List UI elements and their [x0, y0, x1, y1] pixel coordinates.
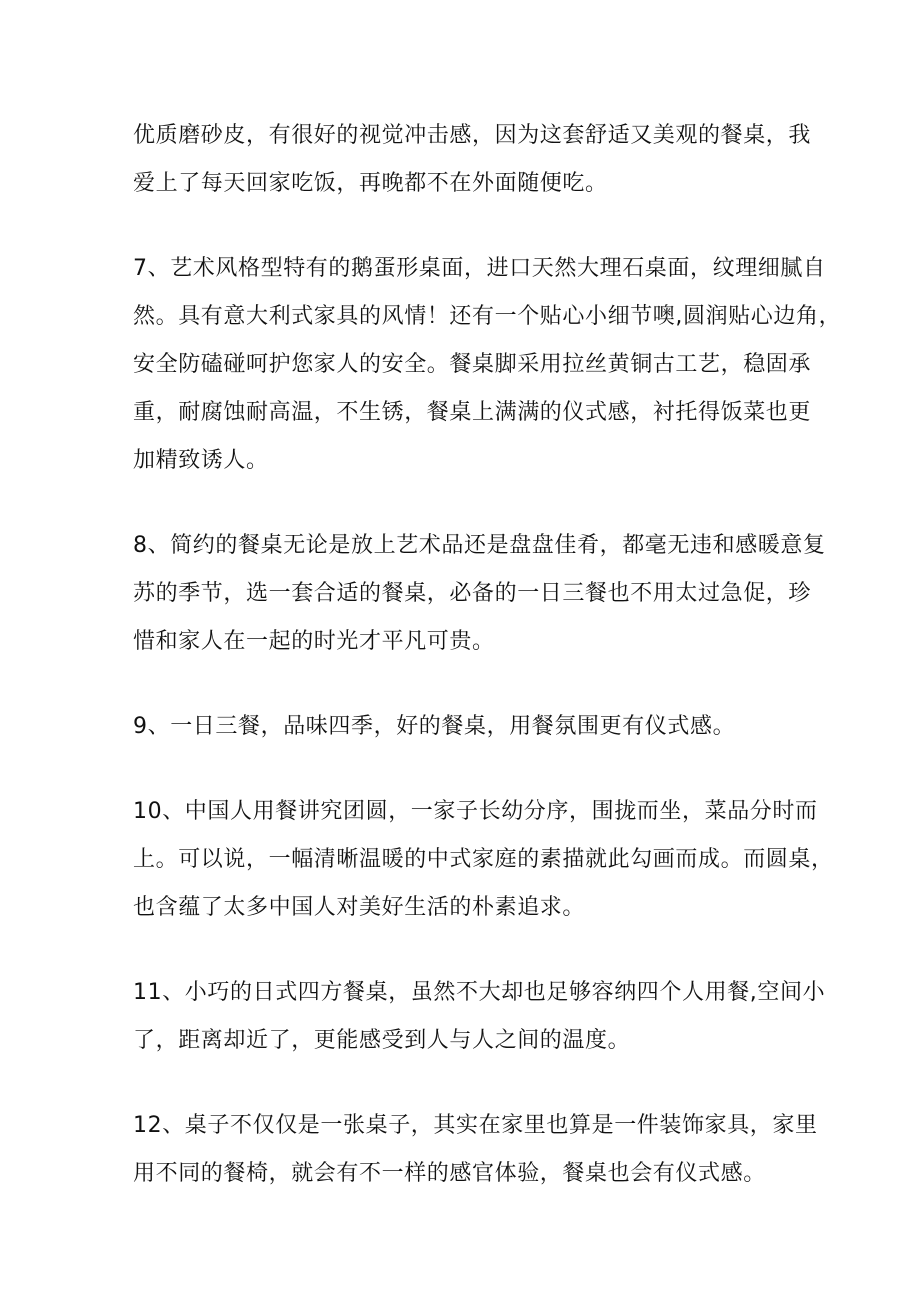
paragraph-item-9: [133, 703, 793, 751]
paragraph-item-7: [133, 245, 842, 485]
text-line: 重，耐腐蚀耐高温，不生锈，餐桌上满满的仪式感，衬托得饭菜也更: [133, 400, 812, 425]
paragraph-item-8: [133, 522, 826, 666]
text-line: 安全防磕碰呵护您家人的安全。餐桌脚采用拉丝黄铜古工艺，稳固承: [133, 352, 812, 377]
text-line: 也含蕴了太多中国人对美好生活的朴素追求。: [133, 895, 586, 920]
text-line: 7、艺术风格型特有的鹅蛋形桌面，进口天然大理石桌面，纹理细腻自: [133, 256, 826, 281]
paragraph-item-11: [133, 969, 826, 1065]
text-line: 上。可以说，一幅清晰温暖的中式家庭的素描就此勾画而成。而圆桌，: [133, 847, 834, 872]
text-line: 8、简约的餐桌无论是放上艺术品还是盘盘佳肴，都毫无违和感暖意复: [133, 533, 826, 558]
text-line: 10、中国人用餐讲究团圆，一家子长幼分序，围拢而坐，菜品分时而: [133, 799, 818, 824]
text-line: 加精致诱人。: [133, 448, 269, 473]
text-line: 用不同的餐椅，就会有不一样的感官体验，餐桌也会有仪式感。: [133, 1161, 766, 1186]
paragraph-item-12: [133, 1102, 818, 1198]
text-line: 11、小巧的日式四方餐桌，虽然不大却也足够容纳四个人用餐,空间小: [133, 980, 826, 1005]
text-line: 爱上了每天回家吃饭，再晚都不在外面随便吃。: [133, 171, 608, 196]
text-line: 了，距离却近了，更能感受到人与人之间的温度。: [133, 1028, 631, 1053]
text-line: 然。具有意大利式家具的风情！还有一个贴心小细节噢,圆润贴心边角，: [133, 304, 842, 329]
text-line: 12、桌子不仅仅是一张桌子，其实在家里也算是一件装饰家具，家里: [133, 1113, 818, 1138]
text-line: 苏的季节，选一套合适的餐桌，必备的一日三餐也不用太过急促，珍: [133, 581, 812, 606]
text-line: 惜和家人在一起的时光才平凡可贵。: [133, 629, 495, 654]
document-body: [133, 112, 842, 1235]
paragraph-item-10: [133, 788, 834, 932]
paragraph-intro: [133, 112, 812, 208]
text-line: 优质磨砂皮，有很好的视觉冲击感，因为这套舒适又美观的餐桌，我: [133, 123, 812, 148]
text-line: 9、一日三餐，品味四季，好的餐桌，用餐氛围更有仪式感。: [133, 714, 736, 739]
